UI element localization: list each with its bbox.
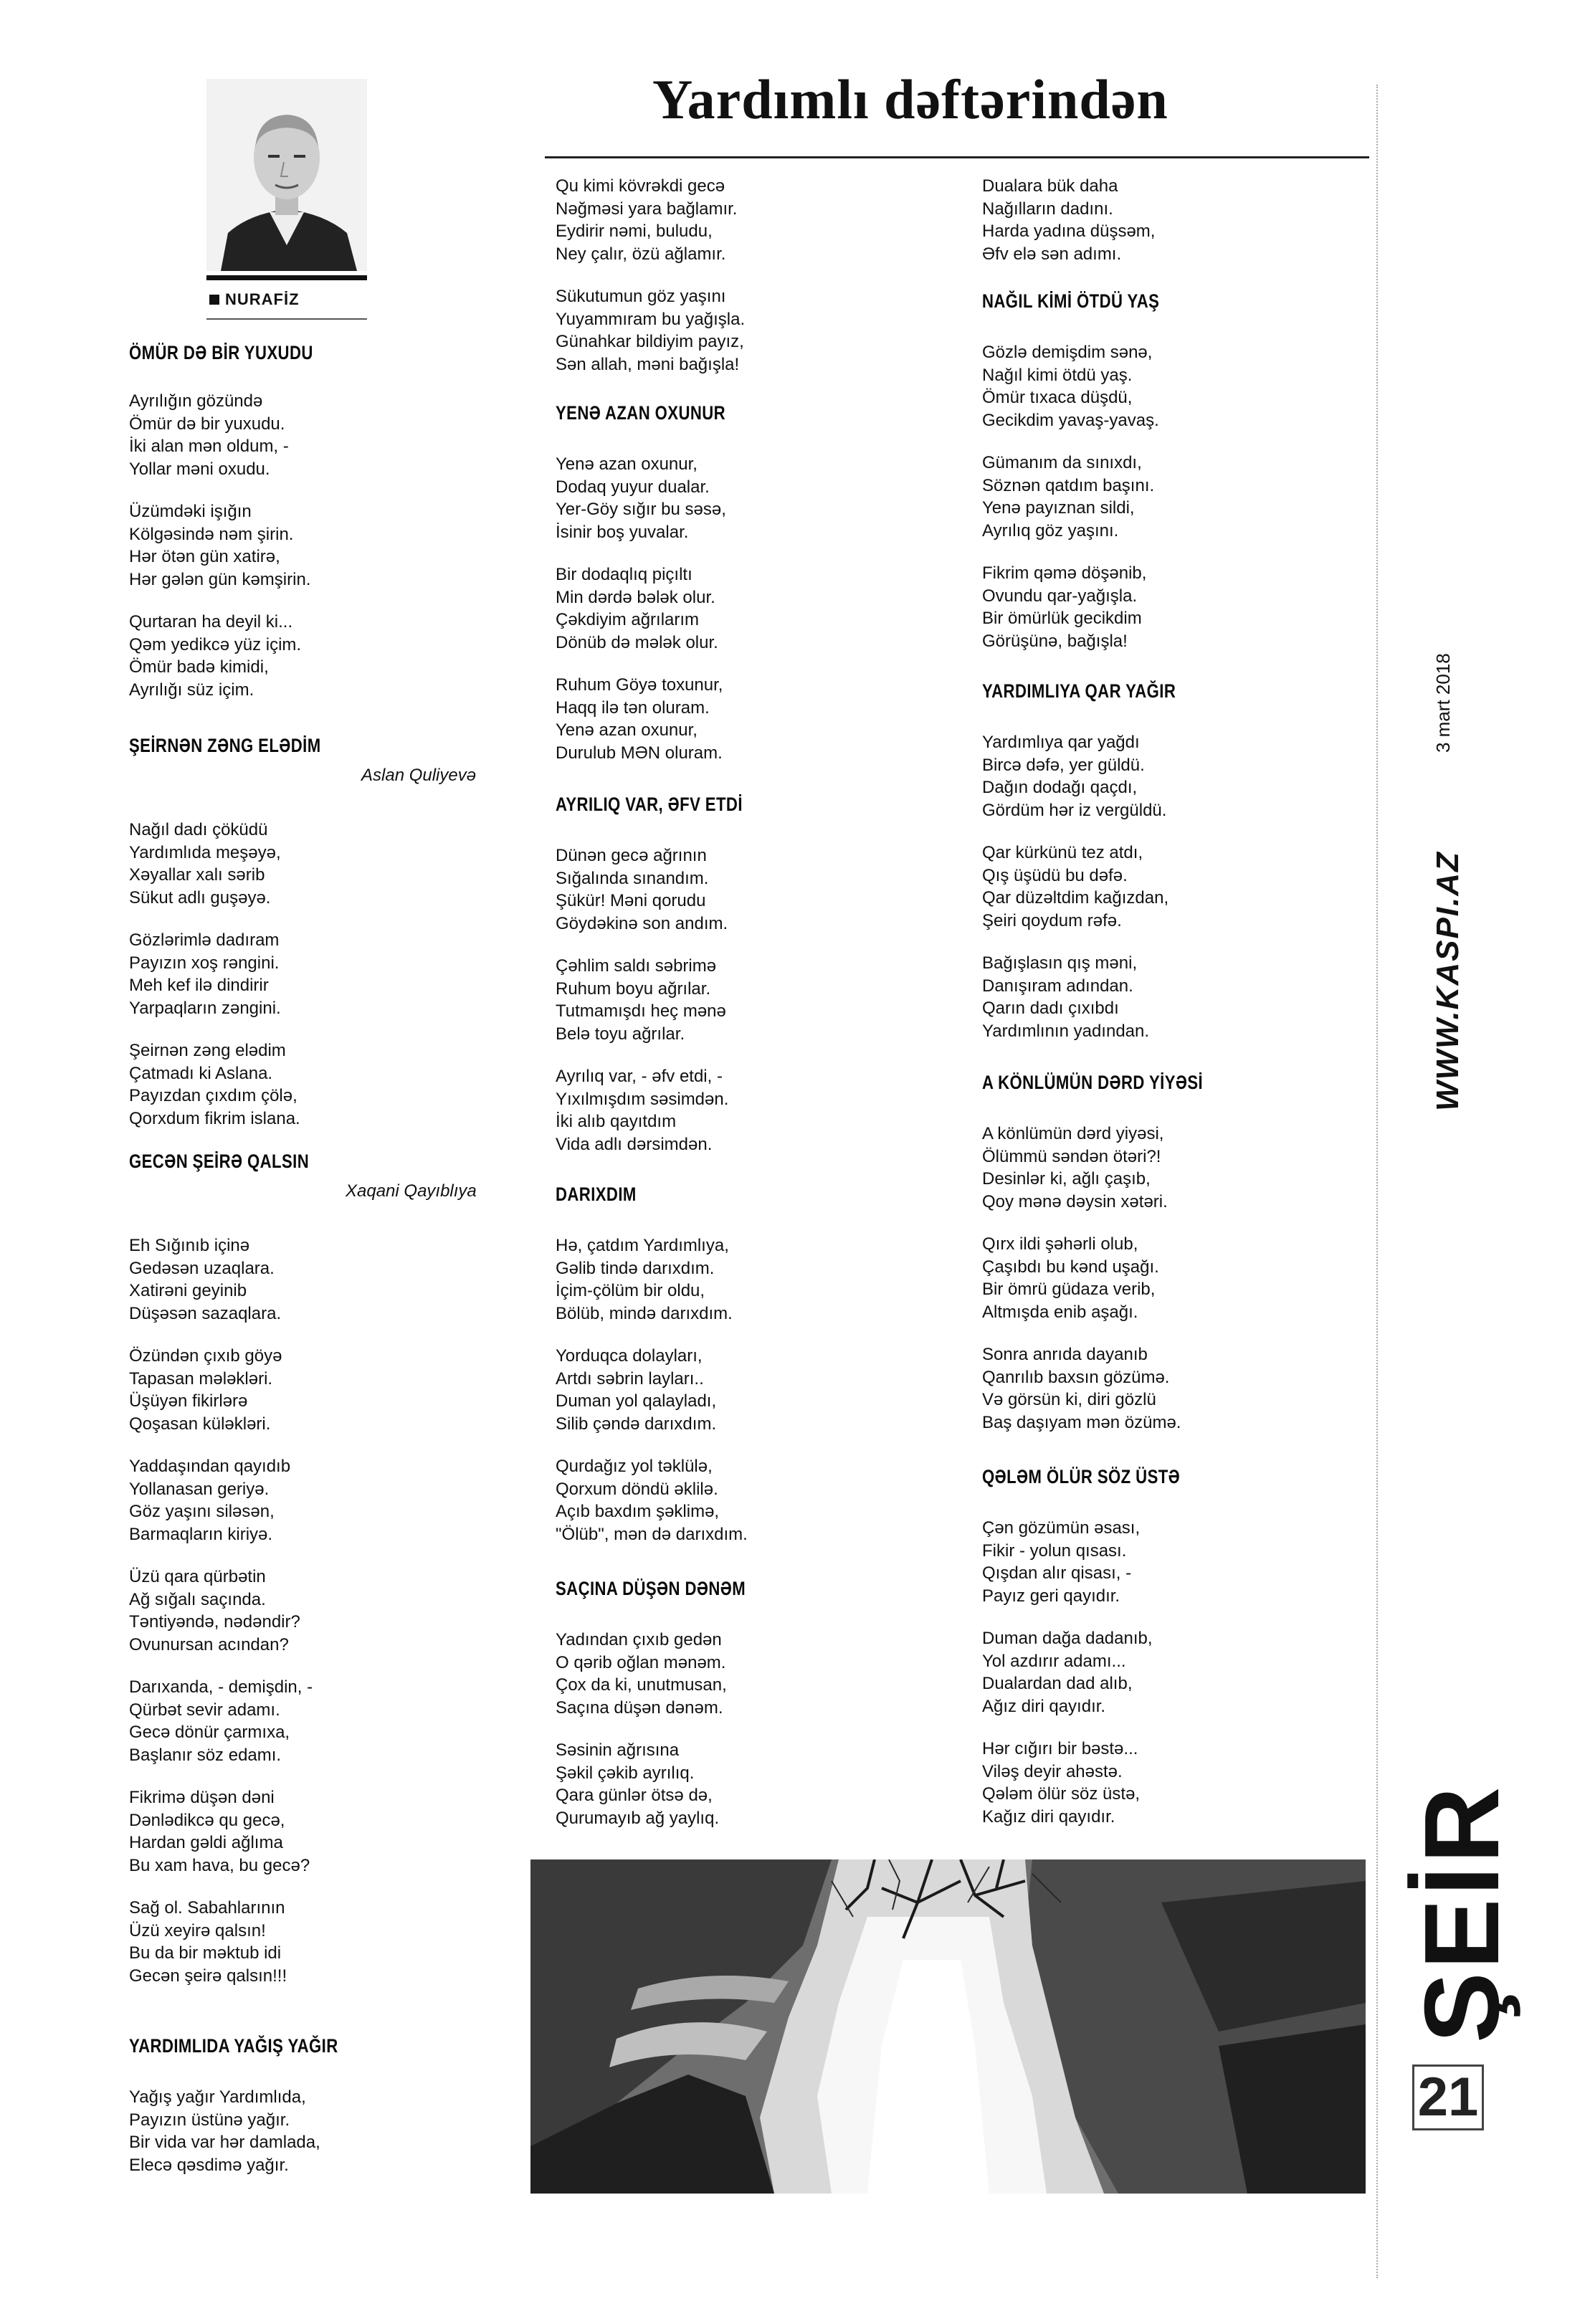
poem-line: Nağıl dadı çöküdü [129,820,268,839]
poem-block [556,1577,928,1849]
poem-block [556,793,928,1176]
poem-line: Qış üşüdü bu dəfə. [982,865,1128,885]
poem-line: Ovundu qar-yağışla. [982,586,1138,606]
stanza [556,1455,928,1546]
stanza [129,1455,502,1546]
poem-block [982,1071,1355,1454]
poem-line: Gecə dönür çarmıxa, [129,1723,290,1742]
stanza [129,1676,502,1766]
poem-line: Tapasan mələkləri. [129,1368,273,1389]
stanza [556,285,928,376]
poem-line: Yardımlıya qar yağdı [982,733,1140,752]
poem-line: Bir ömrü güdaza verib, [982,1280,1156,1299]
poem-line: Səsinin ağrısına [556,1740,680,1760]
poem-line: İki alan mən oldum, - [129,437,289,456]
poem-line: Danışıram adından. [982,976,1133,996]
stanza [129,1897,502,1987]
poem-line: Əfv elə sən adımı. [982,244,1122,264]
poem-line: Göydəkinə son andım. [556,913,728,933]
poem-line: Artdı səbrin layları.. [556,1368,704,1389]
poem-block [982,680,1355,1062]
stanza [129,1786,502,1877]
poem-line: Üşüyən fikirlərə [129,1391,248,1411]
poem-line: Şəkil çəkib ayrılıq. [556,1763,695,1783]
poem-line: Yardımlının yadından. [982,1021,1150,1041]
poem-line: Yuyammıram bu yağışla. [556,309,746,329]
poem-line: Sükutumun göz yaşını [556,287,726,306]
poem-line: Düşəsən sazaqlara. [129,1303,282,1323]
stanza [129,1345,502,1435]
section-label-text: ŞEİR [1403,1784,1521,2043]
stanza [982,1627,1355,1718]
stanza [129,500,502,591]
author-photo [206,79,367,271]
poem-line: Hə, çatdım Yardımlıya, [556,1236,729,1255]
poem-block [129,341,502,721]
poem-line: Duman dağa dadanıb, [982,1629,1153,1648]
issue-date-text: 3 mart 2018 [1432,653,1454,753]
page-title: Yardımlı dəftərindən [652,68,1168,130]
poem-title: NAĞIL KİMİ ÖTDÜ YAŞ [982,290,1160,312]
stanza [556,844,928,935]
poem-line: Yollanasan geriyə. [129,1479,270,1499]
poem-line: Və görsün ki, diri gözlü [982,1390,1156,1409]
stanza [556,1065,928,1156]
stanza [556,955,928,1045]
poem-line: Qanrılıb baxsın gözümə. [982,1367,1170,1387]
poem-line: Baş daşıyam mən özümə. [982,1412,1181,1432]
poem-line: Nağıl kimi ötdü yaş. [982,365,1133,385]
poem-line: Günahkar bildiyim payız, [556,332,744,351]
poem-line: Qorxdum fikrim islana. [129,1108,300,1128]
poem-line: Qar düzəltdim kağızdan, [982,888,1169,908]
author-name-text: NURAFİZ [225,290,300,308]
poem-line: Altmışda enib aşağı. [982,1302,1138,1322]
poem-line: Xatirəni geyinib [129,1281,247,1300]
poem-line: Gecən şeirə qalsın!!! [129,1966,287,1986]
poem-line: Payızdan çıxdım çölə, [129,1086,297,1105]
stanza [556,674,928,764]
poem-line: Eh Sığınıb içinə [129,1236,250,1255]
poem-line: Viləş deyir ahəstə. [982,1761,1123,1781]
poem-line: Şeirnən zəng elədim [129,1041,286,1060]
poem-line: Şeiri qoydum rəfə. [982,910,1122,930]
poem-line: Sağ ol. Sabahlarının [129,1898,285,1918]
poem-title: SAÇINA DÜŞƏN DƏNƏM [556,1578,746,1599]
poem-line: Yarpaqların zəngini. [129,998,281,1018]
poem-line: Bu da bir məktub idi [129,1943,282,1963]
poem-block [129,1150,502,2007]
stanza [982,1517,1355,1607]
poem-title: ÖMÜR DƏ BİR YUXUDU [129,342,313,363]
stanza [556,1345,928,1435]
poem-line: Qar kürkünü tez atdı, [982,843,1143,862]
stanza [556,1739,928,1829]
poem-line: Hər cığırı bir bəstə... [982,1739,1138,1758]
poem-line: Darıxanda, - demişdin, - [129,1677,313,1697]
stanza [982,175,1355,265]
stanza [982,452,1355,542]
stanza [982,731,1355,822]
poem-line: Sükut adlı guşəyə. [129,887,271,908]
poem-line: Sığalında sınandım. [556,868,709,888]
poem-dedication: Xaqani Qayıblıya [346,1181,477,1201]
poem-line: Təntiyəndə, nədəndir? [129,1612,300,1632]
poem-line: Yardımlıda meşəyə, [129,842,281,862]
poem-line: Ayrılığı süz içim. [129,680,254,700]
poem-title: DARIXDIM [556,1184,637,1205]
author-name [209,290,300,309]
poem-line: O qərib oğlan mənəm. [556,1652,726,1672]
poem-line: Göz yaşını siləsən, [129,1502,275,1521]
poem-line: Xəyallar xalı sərib [129,865,265,885]
website-url-text: WWW.KASPI.AZ [1430,851,1465,1111]
stanza [982,1343,1355,1434]
poem-block [982,290,1355,672]
bullet-square-icon [209,295,219,305]
poem-line: Gümanım da sınıxdı, [982,453,1142,472]
poem-line: Ömür də bir yuxudu. [129,414,285,434]
poem-line: Gecikdim yavaş-yavaş. [982,410,1159,430]
stanza [556,175,928,265]
poem-line: Çəhlim saldı səbrimə [556,956,717,976]
poem-block [556,175,928,396]
poem-line: Çox da ki, unutmusan, [556,1675,727,1695]
stanza [982,1233,1355,1323]
poem-line: Nəğməsi yara bağlamır. [556,199,738,219]
poem-line: Silib çəndə darıxdım. [556,1414,717,1434]
poem-line: Payızın xoş rəngini. [129,953,280,973]
poem-title: YARDIMLIDA YAĞIŞ YAĞIR [129,2035,338,2057]
poem-block [129,734,502,1150]
poem-line: Üzümdəki işığın [129,502,252,521]
stanza [129,1039,502,1130]
stanza [129,819,502,909]
poem-line: Hər gələn gün kəmşirin. [129,569,311,589]
poem-line: Sonra anrıda dayanıb [982,1345,1148,1364]
poem-line: Açıb baxdım şəklimə, [556,1502,720,1521]
waterfall-photo [530,1859,1366,2194]
poem-line: Çaşıbdı bu kənd uşağı. [982,1257,1159,1277]
poem-title: QƏLƏM ÖLÜR SÖZ ÜSTƏ [982,1466,1181,1487]
poem-line: Bağışlasın qış məni, [982,953,1138,973]
poem-line: Bircə dəfə, yer güldü. [982,755,1145,775]
poem-line: Bu xam hava, bu gecə? [129,1855,310,1875]
poem-line: İki alıb qayıtdım [556,1112,677,1131]
poem-line: Duman yol qalayladı, [556,1391,717,1411]
poem-line: Bir dodaqlıq piçıltı [556,565,692,584]
poem-title: YENƏ AZAN OXUNUR [556,402,726,424]
poem-line: Bir vida var hər damlada, [129,2133,320,2152]
poem-line: Ayrılığın gözündə [129,391,263,411]
poem-line: Qışdan alır qisası, - [982,1563,1132,1583]
poem-block [982,175,1355,285]
poem-line: Dodaq yuyur dualar. [556,477,710,497]
poem-line: Qoy mənə dəysin xətəri. [982,1191,1168,1211]
poem-line: Ruhum boyu ağrılar. [556,978,711,999]
poem-line: Min dərdə bələk olur. [556,587,715,607]
poem-line: Çən gözümün əsası, [982,1518,1141,1538]
author-bar [206,275,367,280]
poem-line: Özündən çıxıb göyə [129,1346,282,1366]
poem-line: Ömür tıxaca düşdü, [982,388,1133,407]
poem-line: Ovunursan acından? [129,1634,289,1654]
poem-title: AYRILIQ VAR, ƏFV ETDİ [556,794,743,815]
poem-line: Qürbət sevir adamı. [129,1700,280,1720]
title-divider [545,156,1369,158]
stanza [982,1123,1355,1213]
poem-title: YARDIMLIYA QAR YAĞIR [982,680,1176,702]
poem-line: Tutmamışdı heç mənə [556,1001,726,1021]
poem-block [129,2034,502,2196]
poem-line: Gözlərimlə dadıram [129,930,280,950]
poem-line: Gözlə demişdim sənə, [982,343,1153,362]
poem-line: Qurtaran ha deyil ki... [129,612,293,632]
poem-line: Qara günlər ötsə də, [556,1786,713,1805]
poem-line: "Ölüb", mən də darıxdım. [556,1524,748,1544]
poem-line: Saçına düşən dənəm. [556,1697,723,1718]
poem-line: Kağız diri qayıdır. [982,1806,1115,1827]
poem-line: Başlanır söz edamı. [129,1745,282,1765]
poem-line: Ayrılıq var, - əfv etdi, - [556,1067,723,1086]
poem-line: Dağın dodağı qaçdı, [982,778,1138,797]
poem-line: Nağılların dadını. [982,199,1113,219]
stanza [556,453,928,543]
stanza [129,1234,502,1325]
poem-line: Ney çalır, özü ağlamır. [556,244,726,264]
poem-line: Yol azdırır adamı... [982,1651,1126,1671]
poem-block [982,1465,1355,1848]
poem-line: Dönüb də mələk olur. [556,632,718,652]
poem-line: Dualardan dad alıb, [982,1674,1133,1693]
poem-line: Qəm yedikcə yüz içim. [129,634,302,654]
poem-line: Eydirir nəmi, buludu, [556,222,713,241]
poem-line: Barmaqların kiriyə. [129,1524,273,1544]
poem-line: Çəkdiyim ağrılarım [556,610,700,629]
poem-line: Qələm ölür söz üstə, [982,1784,1141,1804]
poem-line: Payızın üstünə yağır. [129,2110,290,2130]
poem-line: Qırx ildi şəhərli olub, [982,1234,1138,1254]
poem-line: Ağız diri qayıdır. [982,1696,1106,1716]
poem-line: Söznən qatdım başını. [982,475,1155,495]
poem-line: Qarın dadı çıxıbdı [982,999,1119,1018]
column-edge-divider [1376,85,1378,2278]
poem-line: Desinlər ki, ağlı çaşıb, [982,1169,1151,1189]
poem-line: Fikir - yolun qısası. [982,1540,1127,1561]
poem-line: Belə toyu ağrılar. [556,1024,685,1044]
poem-line: Ruhum Göyə toxunur, [556,675,723,695]
poem-line: Elecə qəsdimə yağır. [129,2155,289,2175]
stanza [556,563,928,654]
stanza [129,1566,502,1656]
poem-line: Gəlib tində darıxdım. [556,1258,715,1278]
stanza [982,952,1355,1042]
stanza [982,842,1355,932]
poem-line: Ölümmü səndən ötəri?! [982,1146,1161,1166]
poem-line: Qu kimi kövrəkdi gecə [556,176,725,196]
poem-line: Dənlədikcə qu gecə, [129,1810,285,1830]
poem-line: Qurumayıb ağ yaylıq. [556,1808,720,1828]
poem-line: Haqq ilə tən oluram. [556,697,710,718]
poem-line: Üzü qara qürbətin [129,1567,266,1586]
stanza [129,2086,502,2176]
poem-line: Yıxılmışdım səsimdən. [556,1089,729,1109]
poem-line: Yağış yağır Yardımlıda, [129,2087,306,2107]
poem-title: GECƏN ŞEİRƏ QALSIN [129,1151,310,1172]
poem-line: Hardan gəldi ağlıma [129,1833,283,1852]
poem-block [556,401,928,784]
poem-line: Durulub MƏN oluram. [556,743,723,763]
poem-line: Qurdağız yol təklülə, [556,1457,713,1476]
poem-line: Payız geri qayıdır. [982,1586,1120,1606]
stanza [982,1738,1355,1828]
poem-line: Gedəsən uzaqlara. [129,1258,275,1278]
page-number: 21 [1412,2065,1484,2130]
stanza [982,562,1355,652]
poem-line: Sən allah, məni bağışla! [556,354,740,374]
poem-line: Bölüb, mində darıxdım. [556,1303,733,1323]
poem-line: Kölgəsində nəm şirin. [129,524,294,544]
poem-line: Vida adlı dərsimdən. [556,1134,713,1154]
poem-line: İçim-çölüm bir oldu, [556,1281,705,1300]
poem-title: ŞEİRNƏN ZƏNG ELƏDİM [129,735,321,756]
poem-line: Fikrim qəmə döşənib, [982,563,1147,583]
author-divider [206,318,367,320]
stanza [982,341,1355,432]
poem-title: A KÖNLÜMÜN DƏRD YİYƏSİ [982,1072,1204,1093]
poem-line: Yadından çıxıb gedən [556,1630,722,1649]
poem-line: Dualara bük daha [982,176,1118,196]
poem-block [556,1183,928,1566]
stanza [129,929,502,1019]
poem-dedication: Aslan Quliyevə [361,766,477,785]
poem-line: Hər ötən gün xatirə, [129,547,280,566]
poem-line: Bir ömürlük gecikdim [982,609,1142,628]
poem-line: Görüşünə, bağışla! [982,631,1128,651]
stanza [556,1629,928,1719]
poem-line: Meh kef ilə dindirir [129,976,269,995]
poem-line: Üzü xeyirə qalsın! [129,1920,266,1940]
poem-line: Qoşasan küləkləri. [129,1414,271,1434]
poem-line: Qorxum döndü əklilə. [556,1479,718,1499]
poem-line: Ayrılıq göz yaşını. [982,520,1119,540]
poem-line: Harda yadına düşsəm, [982,222,1156,241]
poem-line: Dünən gecə ağrının [556,846,707,865]
poem-line: Gördüm hər iz vergüldü. [982,800,1167,820]
poem-line: Yaddaşından qayıdıb [129,1457,291,1476]
poem-line: A könlümün dərd yiyəsi, [982,1124,1164,1143]
poem-line: İsinir boş yuvalar. [556,522,689,542]
poem-line: Yenə payıznan sildi, [982,498,1135,518]
poem-line: Ağ sığalı saçında. [129,1589,266,1609]
stanza [129,611,502,701]
poem-line: Çatmadı ki Aslana. [129,1063,273,1083]
poem-line: Ömür badə kimidi, [129,657,269,677]
poem-line: Yollar məni oxudu. [129,459,270,479]
poem-line: Yenə azan oxunur, [556,720,698,740]
poem-line: Şükür! Məni qorudu [556,891,706,910]
poem-line: Yer-Göy sığır bu səsə, [556,500,726,519]
stanza [129,390,502,480]
poem-line: Fikrimə düşən dəni [129,1788,275,1807]
poem-line: Yenə azan oxunur, [556,454,698,474]
stanza [556,1234,928,1325]
poem-line: Yorduqca dolayları, [556,1346,703,1366]
